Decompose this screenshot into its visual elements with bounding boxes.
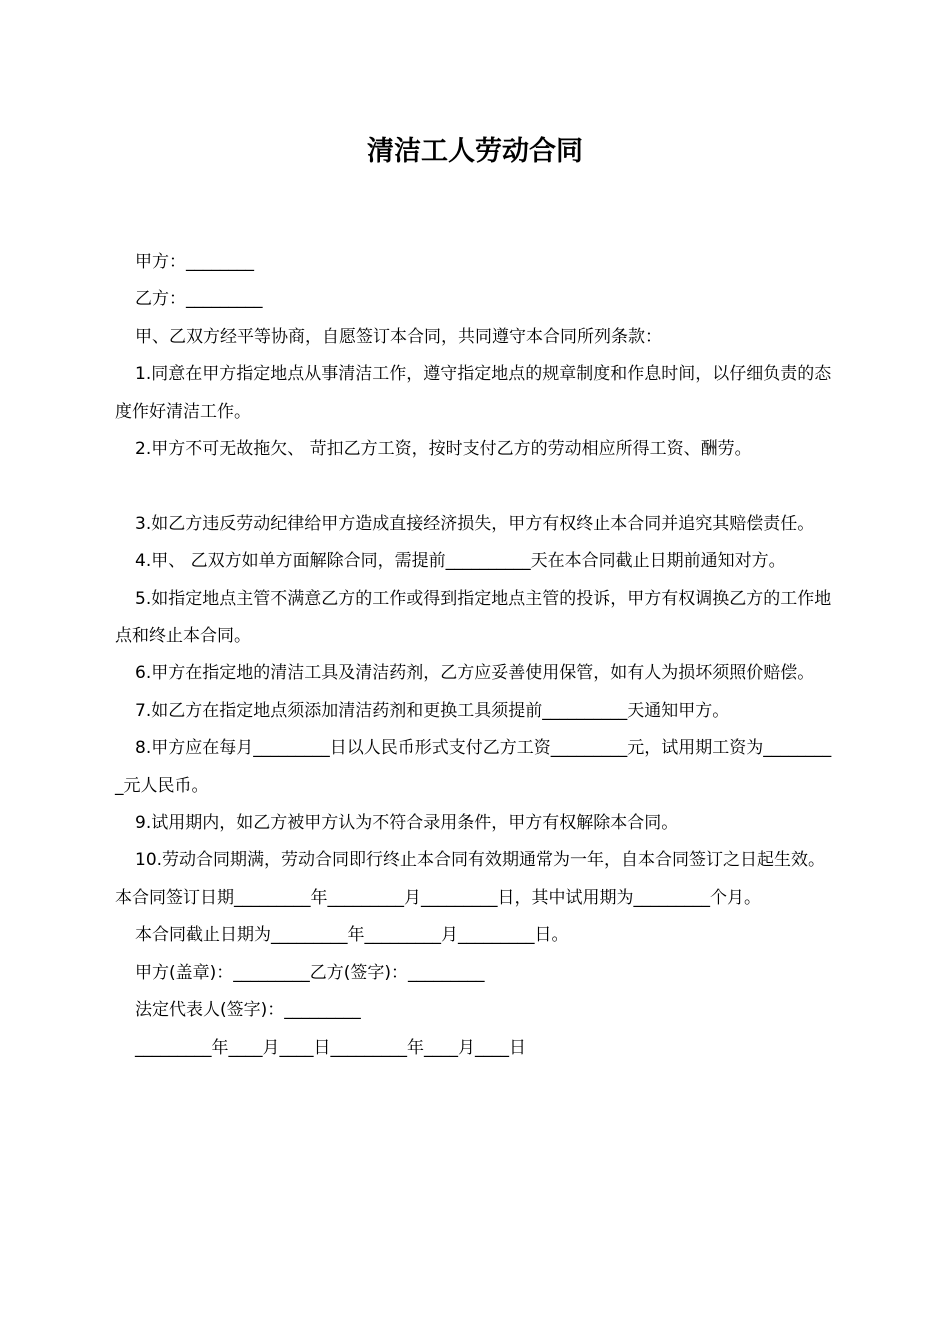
clause-6: 6.甲方在指定地的清洁工具及清洁药剂，乙方应妥善使用保管，如有人为损坏须照价赔偿。 bbox=[135, 663, 815, 684]
signing-date-line: _________年____月____日_________年____月____日 bbox=[135, 1037, 526, 1058]
document-title: 清洁工人劳动合同 bbox=[367, 136, 583, 167]
signature-line: 甲方(盖章)：_________乙方(签字)：_________ bbox=[135, 962, 485, 983]
end-date-line: 本合同截止日期为_________年_________月_________日。 bbox=[135, 925, 569, 946]
clause-2: 2.甲方不可无故拖欠、 苛扣乙方工资，按时支付乙方的劳动相应所得工资、酬劳。 bbox=[135, 439, 752, 460]
document-body bbox=[115, 244, 837, 1067]
party-a-line: 甲方：________ bbox=[135, 252, 254, 272]
preamble: 甲、乙双方经平等协商，自愿签订本合同，共同遵守本合同所列条款： bbox=[135, 326, 662, 347]
clause-10: 10.劳动合同期满，劳动合同即行终止本合同有效期通常为一年，自本合同签订之日起生效。本合同签订日期_________年_________月_________日，其中试用期为_________个月。 bbox=[115, 850, 826, 908]
clause-8: 8.甲方应在每月_________日以人民币形式支付乙方工资_________元，试用期工资为_________元人民币。 bbox=[115, 738, 832, 796]
blank-line bbox=[115, 468, 837, 505]
clause-3: 3.如乙方违反劳动纪律给甲方造成直接经济损失，甲方有权终止本合同并追究其赔偿责任。 bbox=[135, 513, 815, 534]
clause-7: 7.如乙方在指定地点须添加清洁药剂和更换工具须提前__________天通知甲方。 bbox=[135, 700, 730, 721]
clause-1: 1.同意在甲方指定地点从事清洁工作，遵守指定地点的规章制度和作息时间，以仔细负责的态度作好清洁工作。 bbox=[115, 364, 832, 422]
clause-9: 9.试用期内，如乙方被甲方认为不符合录用条件，甲方有权解除本合同。 bbox=[135, 813, 679, 834]
party-b-line: 乙方：_________ bbox=[135, 289, 263, 310]
clause-5: 5.如指定地点主管不满意乙方的工作或得到指定地点主管的投诉，甲方有权调换乙方的工作地点和终止本合同。 bbox=[115, 588, 832, 647]
clause-4: 4.甲、 乙双方如单方面解除合同，需提前__________天在本合同截止日期前通知对方。 bbox=[135, 551, 786, 572]
legal-representative-line: 法定代表人(签字)：_________ bbox=[135, 1000, 361, 1021]
